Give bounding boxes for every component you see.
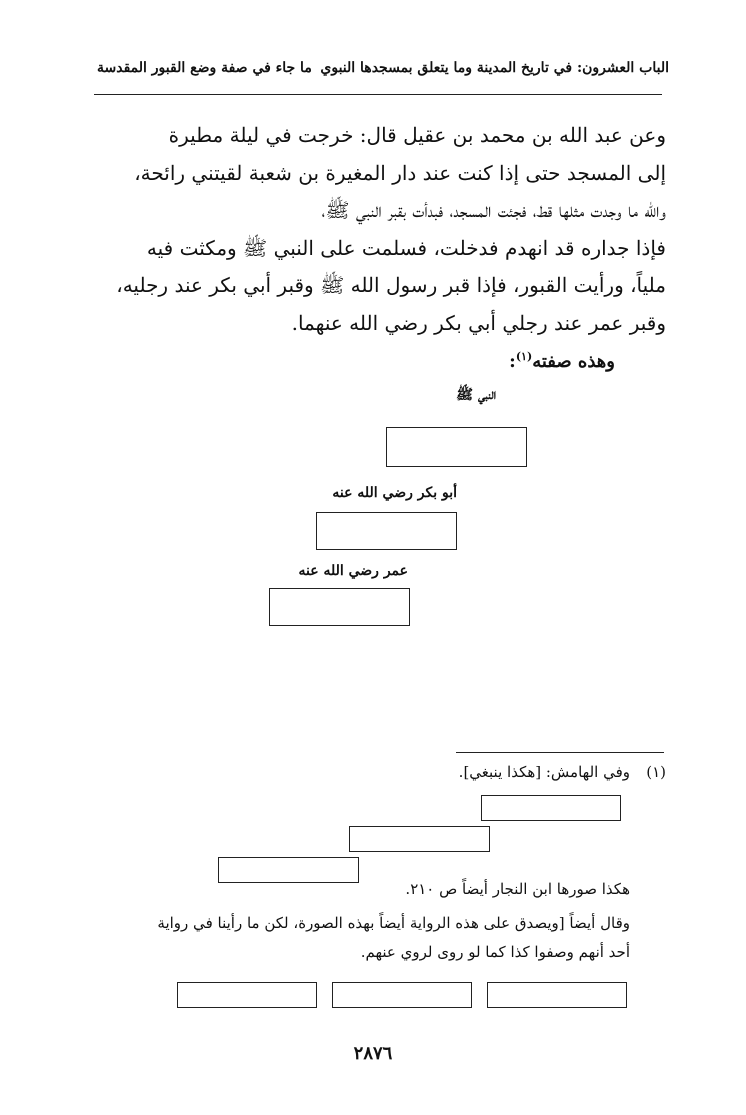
body-line: والله ما وجدت مثلها قط، فجئت المسجد، فبدأت بقبر النبي ﷺ، bbox=[321, 198, 666, 223]
footnote-box-6 bbox=[487, 982, 627, 1008]
body-line: ملياً، ورأيت القبور، فإذا قبر رسول الله ﷺ وقبر أبي بكر عند رجليه، bbox=[116, 273, 666, 298]
caption-text: وهذه صفته bbox=[532, 351, 615, 372]
grave-box-abu-bakr bbox=[316, 512, 457, 550]
footnote-box-2 bbox=[349, 826, 490, 852]
body-line: وعن عبد الله بن محمد بن عقيل قال: خرجت في ليلة مطيرة bbox=[168, 123, 666, 147]
footnote-box-1 bbox=[481, 795, 621, 821]
footnote-line-4: أحد أنهم وصفوا كذا كما لو روى لروي عنهم. bbox=[360, 943, 630, 961]
section-running-head: ما جاء في صفة وضع القبور المقدسة bbox=[97, 60, 312, 76]
header-divider bbox=[94, 94, 662, 95]
diagram-caption bbox=[509, 350, 615, 372]
chapter-running-head: الباب العشرون: في تاريخ المدينة وما يتعلق بمسجدها النبوي bbox=[320, 60, 669, 76]
footnote-box-3 bbox=[218, 857, 359, 883]
footnote-text: وفي الهامش: [هكذا ينبغي]. bbox=[458, 763, 630, 781]
caption-colon: : bbox=[509, 351, 516, 372]
footnote-box-4 bbox=[177, 982, 317, 1008]
footnote-line-2: هكذا صورها ابن النجار أيضاً ص ٢١٠. bbox=[405, 880, 630, 898]
footnote-line-3: وقال أيضاً [ويصدق على هذه الرواية أيضاً بهذه الصورة، لكن ما رأينا في رواية bbox=[157, 914, 630, 932]
footnote-box-5 bbox=[332, 982, 472, 1008]
body-line: وقبر عمر عند رجلي أبي بكر رضي الله عنهما. bbox=[291, 310, 666, 335]
footnote-divider bbox=[456, 752, 664, 753]
label-prophet-grave: النبي ﷺ bbox=[456, 387, 496, 403]
footnote-marker: (١) bbox=[515, 350, 533, 363]
label-abu-bakr-grave: أبو بكر رضي الله عنه bbox=[332, 485, 457, 501]
body-line: إلى المسجد حتى إذا كنت عند دار المغيرة بن شعبة لقيتني رائحة، bbox=[134, 160, 666, 185]
label-umar-grave: عمر رضي الله عنه bbox=[298, 563, 408, 579]
page-number: ٢٨٧٦ bbox=[353, 1043, 393, 1064]
grave-box-umar bbox=[269, 588, 410, 626]
body-paragraph bbox=[88, 117, 666, 343]
body-line: فإذا جداره قد انهدم فدخلت، فسلمت على النبي ﷺ ومكثت فيه bbox=[146, 235, 666, 260]
footnote-1 bbox=[459, 763, 666, 781]
grave-box-prophet bbox=[386, 427, 527, 467]
footnote-number: (١) bbox=[646, 763, 666, 781]
